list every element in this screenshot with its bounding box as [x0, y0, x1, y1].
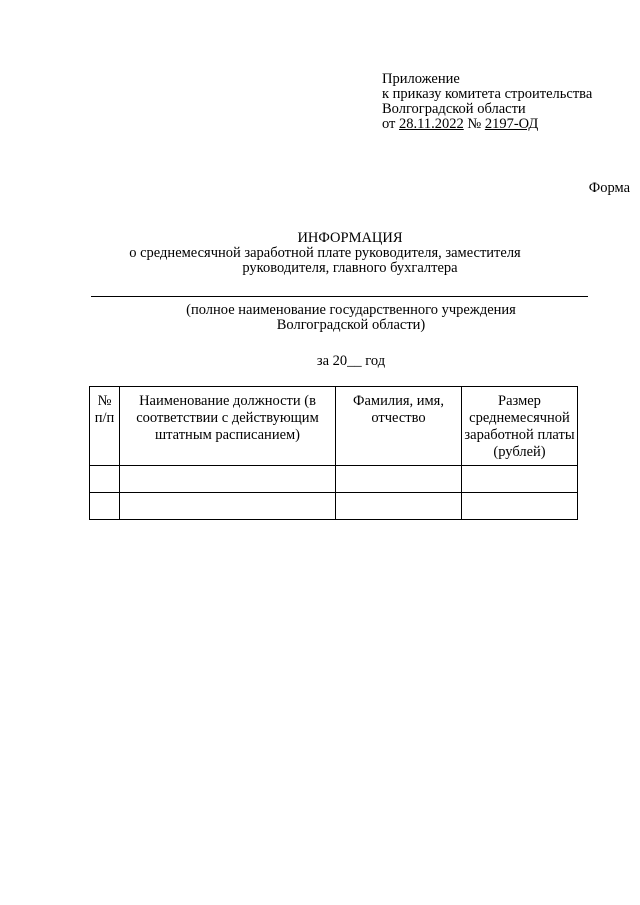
- table-row: [90, 493, 578, 520]
- appendix-line-1: Приложение: [382, 71, 460, 87]
- header-full-name: Фамилия, имя, отчество: [336, 387, 462, 466]
- title-line-2: руководителя, главного бухгалтера: [242, 260, 458, 276]
- header-position: Наименование должности (в соответствии с действующим штатным расписанием): [120, 387, 336, 466]
- institution-caption: [91, 303, 611, 333]
- number-sign: №: [463, 116, 485, 132]
- year-line: за 20__ год: [316, 353, 386, 369]
- form-label: Форма: [588, 180, 630, 196]
- table-cell: [336, 466, 462, 493]
- order-date: 28.11.2022: [399, 116, 464, 132]
- table-row: [90, 466, 578, 493]
- title-line-1: о среднемесячной заработной плате руководителя, заместителя: [129, 245, 521, 261]
- table-cell: [120, 466, 336, 493]
- appendix-block: [382, 72, 632, 132]
- appendix-date-prefix: от: [382, 116, 400, 132]
- table-cell: [462, 466, 578, 493]
- table-header-row: [90, 387, 578, 466]
- table-cell: [462, 493, 578, 520]
- appendix-line-3: Волгоградской области: [382, 101, 526, 117]
- institution-caption-line-1: (полное наименование государственного учреждения: [186, 302, 516, 318]
- header-average-salary: Размер среднемесячной заработной платы (рублей): [462, 387, 578, 466]
- appendix-line-2: к приказу комитета строительства: [382, 86, 593, 102]
- salary-info-table: [89, 386, 578, 520]
- institution-name-line: [91, 296, 588, 297]
- table-cell: [90, 466, 120, 493]
- table-cell: [336, 493, 462, 520]
- document-title: [90, 231, 610, 276]
- table-cell: [120, 493, 336, 520]
- header-number: № п/п: [90, 387, 120, 466]
- order-number: 2197-ОД: [484, 116, 539, 132]
- title-heading: ИНФОРМАЦИЯ: [297, 230, 403, 246]
- table-cell: [90, 493, 120, 520]
- appendix-line-4: [382, 117, 632, 132]
- institution-caption-line-2: Волгоградской области): [276, 317, 426, 333]
